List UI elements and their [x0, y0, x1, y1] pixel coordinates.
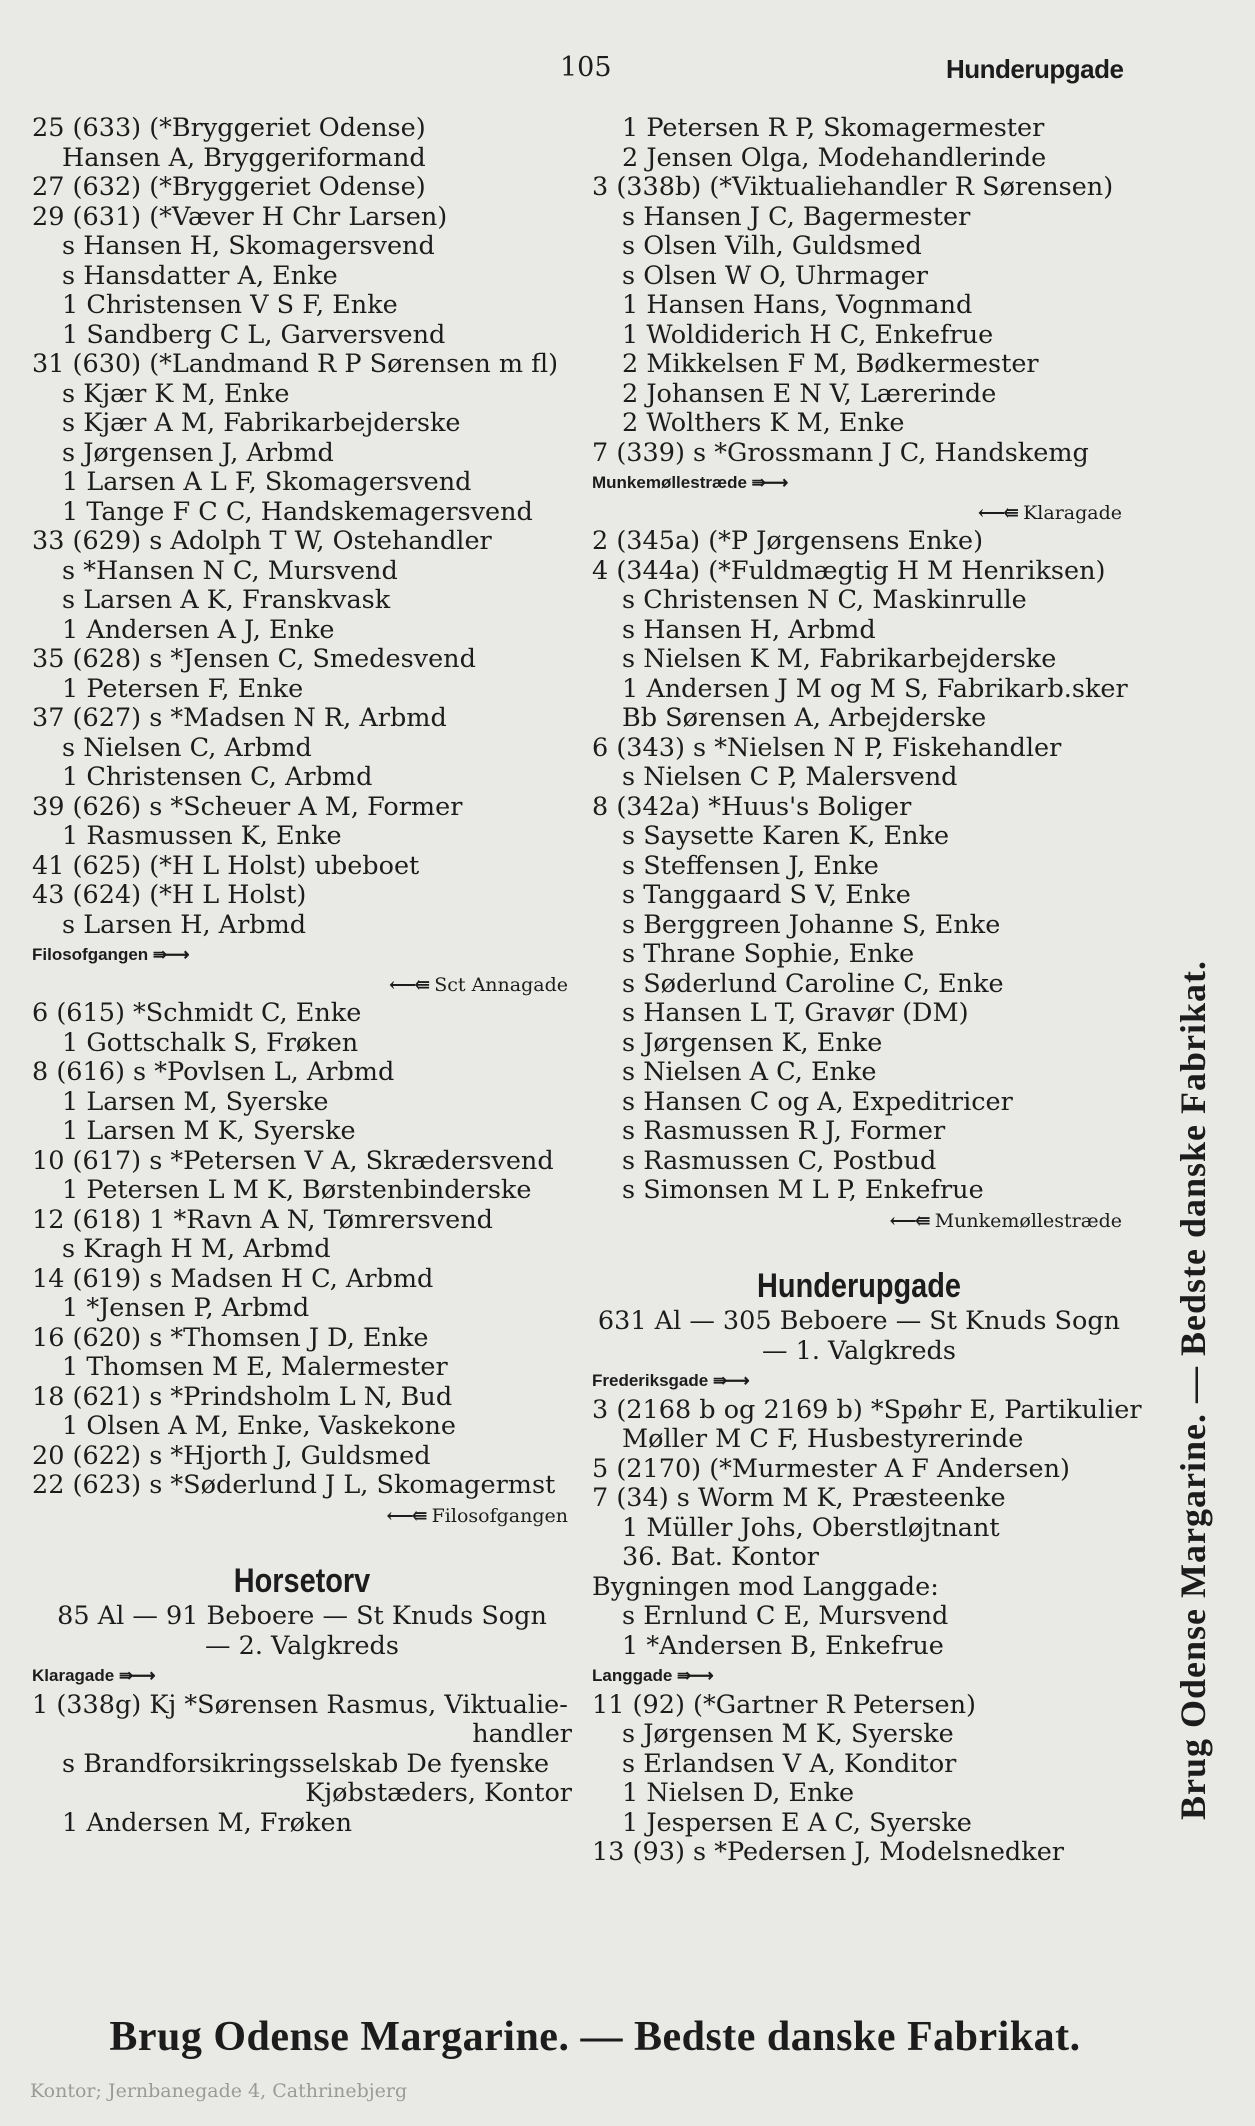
bottom-advertisement: Brug Odense Margarine. — Bedste danske Fabrikat. [109, 2014, 1081, 2060]
address-entry: 5 (2170) (*Murmester A F Andersen) [592, 1453, 1070, 1484]
resident-entry: 1 Tange F C C, Handskemagersvend [62, 496, 533, 527]
resident-entry: s Hansdatter A, Enke [62, 260, 338, 291]
address-entry: 22 (623) s *Søderlund J L, Skomagermst [32, 1470, 556, 1500]
resident-entry: 1 Andersen J M og M S, Fabrikarb.sker [622, 673, 1128, 704]
resident-entry: s Jørgensen M K, Syerske [622, 1719, 954, 1749]
address-entry: 7 (34) s Worm M K, Præsteenke [592, 1483, 1006, 1513]
address-entry: 31 (630) (*Landmand R P Sørensen m fl) [32, 349, 559, 379]
street-statistics: — 1. Valgkreds [762, 1335, 956, 1366]
resident-entry: 36. Bat. Kontor [622, 1542, 819, 1572]
address-entry: Bygningen mod Langgade: [592, 1571, 939, 1602]
resident-entry: s Hansen H, Skomagersvend [62, 231, 435, 261]
resident-entry: 2 Johansen E N V, Lærerinde [622, 378, 997, 409]
resident-entry: 1 Larsen M, Syerske [62, 1086, 329, 1117]
resident-entry: s Hansen C og A, Expeditricer [622, 1086, 1013, 1117]
resident-entry: s Jørgensen J, Arbmd [62, 437, 334, 468]
resident-entry: 1 Andersen M, Frøken [62, 1807, 353, 1838]
address-entry: 7 (339) s *Grossmann J C, Handskemg [592, 437, 1089, 468]
resident-entry: s Steffensen J, Enke [622, 850, 879, 881]
resident-entry: 1 Larsen A L F, Skomagersvend [62, 467, 472, 497]
address-entry: 12 (618) 1 *Ravn A N, Tømrersvend [32, 1204, 494, 1235]
address-entry: 13 (93) s *Pedersen J, Modelsnedker [592, 1837, 1064, 1867]
address-entry: 6 (343) s *Nielsen N P, Fiskehandler [592, 732, 1062, 763]
resident-entry: s Nielsen K M, Fabrikarbejderske [622, 644, 1057, 674]
resident-entry: handler [472, 1719, 572, 1749]
resident-entry: s Simonsen M L P, Enkefrue [622, 1175, 984, 1205]
resident-entry: s Nielsen A C, Enke [622, 1057, 877, 1087]
arrow-right-icon: ⇛⟶ [677, 1666, 712, 1685]
address-entry: 16 (620) s *Thomsen J D, Enke [32, 1322, 429, 1353]
resident-entry: 1 Sandberg C L, Garversvend [62, 319, 446, 350]
resident-entry: s Larsen H, Arbmd [62, 909, 307, 940]
address-entry: 20 (622) s *Hjorth J, Guldsmed [32, 1440, 431, 1471]
resident-entry: 2 Jensen Olga, Modehandlerinde [622, 142, 1047, 173]
arrow-left-icon: ⟵⇚ [386, 1504, 426, 1527]
resident-entry: 1 Woldiderich H C, Enkefrue [622, 319, 994, 350]
arrow-left-icon: ⟵⇚ [977, 501, 1018, 524]
resident-entry: Hansen A, Bryggeriformand [62, 142, 426, 173]
street-direction-from [592, 1661, 1126, 1691]
address-entry: 8 (342a) *Huus's Boliger [592, 791, 912, 822]
resident-entry: s Hansen H, Arbmd [622, 614, 876, 645]
street-direction-to [592, 1206, 1126, 1236]
street-direction-from [592, 468, 1126, 498]
street-name: Munkemøllestræde [934, 1209, 1122, 1232]
resident-entry: 1 *Jensen P, Arbmd [62, 1293, 310, 1323]
resident-entry: 1 Nielsen D, Enke [622, 1778, 855, 1808]
resident-entry: s Nielsen C, Arbmd [62, 732, 312, 763]
address-entry: 8 (616) s *Povlsen L, Arbmd [32, 1057, 395, 1087]
street-direction-to [32, 970, 572, 1000]
address-entry: 1 (338g) Kj *Sørensen Rasmus, Viktualie- [32, 1689, 568, 1720]
resident-entry: s Olsen W O, Uhrmager [622, 260, 928, 291]
resident-entry: 2 Wolthers K M, Enke [622, 408, 905, 438]
street-statistics: 631 Al — 305 Beboere — St Knuds Sogn [597, 1306, 1121, 1336]
address-entry: 18 (621) s *Prindsholm L N, Bud [32, 1381, 453, 1412]
street-direction-to [32, 1501, 572, 1531]
resident-entry: s Berggreen Johanne S, Enke [622, 909, 1001, 940]
address-entry: 3 (338b) (*Viktualiehandler R Sørensen) [592, 172, 1114, 202]
resident-entry: s Nielsen C P, Malersvend [622, 762, 958, 792]
arrow-right-icon: ⇛⟶ [118, 1666, 154, 1685]
resident-entry: s Thrane Sophie, Enke [622, 939, 915, 969]
resident-entry: 1 Christensen C, Arbmd [62, 762, 373, 792]
resident-entry: s Brandforsikringsselskab De fyenske [62, 1748, 550, 1779]
address-entry: 35 (628) s *Jensen C, Smedesvend [32, 644, 476, 674]
street-direction-from [32, 940, 572, 970]
resident-entry: s Søderlund Caroline C, Enke [622, 968, 1004, 999]
street-name: Munkemøllestræde [592, 473, 747, 492]
resident-entry: Møller M C F, Husbestyrerinde [622, 1424, 1024, 1454]
street-name: Klaragade [1023, 501, 1122, 524]
resident-entry: s Tanggaard S V, Enke [622, 880, 911, 910]
resident-entry: 1 Jespersen E A C, Syerske [622, 1807, 972, 1838]
resident-entry: s Saysette Karen K, Enke [622, 821, 950, 851]
resident-entry: 1 Christensen V S F, Enke [62, 290, 398, 320]
street-heading: Horsetorv [233, 1562, 371, 1600]
arrow-right-icon: ⇛⟶ [712, 1371, 748, 1390]
resident-entry: s Kjær A M, Fabrikarbejderske [62, 408, 461, 438]
resident-entry: s Hansen J C, Bagermester [622, 201, 971, 232]
running-head: Hunderupgade [946, 54, 1124, 84]
resident-entry: 1 Hansen Hans, Vognmand [622, 290, 973, 320]
street-statistics: — 2. Valgkreds [205, 1630, 399, 1661]
resident-entry: s Ernlund C E, Mursvend [622, 1601, 949, 1631]
resident-entry: s Erlandsen V A, Konditor [622, 1748, 957, 1779]
resident-entry: 1 Gottschalk S, Frøken [62, 1027, 359, 1058]
address-entry: 41 (625) (*H L Holst) ubeboet [32, 850, 420, 881]
vertical-advertisement: Brug Odense Margarine. — Bedste danske Fabrikat. [1173, 959, 1213, 1820]
arrow-left-icon: ⟵⇚ [889, 1209, 929, 1232]
section-gap [32, 1530, 572, 1548]
street-name: Filosofgangen [431, 1504, 568, 1527]
resident-entry: s Rasmussen R J, Former [622, 1116, 946, 1146]
street-direction-from [32, 1661, 572, 1691]
resident-entry: s Larsen A K, Franskvask [62, 585, 391, 615]
address-entry: 39 (626) s *Scheuer A M, Former [32, 791, 463, 822]
street-direction-to [592, 498, 1126, 528]
resident-entry: 1 Andersen A J, Enke [62, 614, 335, 645]
address-entry: 33 (629) s Adolph T W, Ostehandler [32, 526, 492, 556]
resident-entry: s Rasmussen C, Postbud [622, 1145, 937, 1176]
page-number: 105 [560, 52, 612, 83]
street-heading: Hunderupgade [757, 1267, 961, 1305]
street-direction-from [592, 1366, 1126, 1396]
resident-entry: s Christensen N C, Maskinrulle [622, 585, 1027, 615]
resident-entry: s Kragh H M, Arbmd [62, 1234, 331, 1264]
left-column [32, 114, 572, 1838]
street-name: Sct Annagade [434, 973, 568, 996]
resident-entry: s *Hansen N C, Mursvend [62, 555, 398, 586]
resident-entry: 1 Larsen M K, Syerske [62, 1116, 356, 1146]
right-column [592, 113, 1142, 1868]
address-entry: 29 (631) (*Væver H Chr Larsen) [32, 201, 448, 232]
resident-entry: Bb Sørensen A, Arbejderske [622, 703, 987, 733]
address-entry: 11 (92) (*Gartner R Petersen) [592, 1689, 977, 1720]
resident-entry: 1 Rasmussen K, Enke [62, 821, 342, 851]
address-entry: 43 (624) (*H L Holst) [32, 880, 307, 910]
resident-entry: 1 Petersen F, Enke [62, 673, 304, 704]
resident-entry: 1 Müller Johs, Oberstløjtnant [622, 1512, 1000, 1543]
street-name: Filosofgangen [32, 945, 149, 964]
resident-entry: 1 *Andersen B, Enkefrue [622, 1630, 944, 1661]
address-entry: 2 (345a) (*P Jørgensens Enke) [592, 526, 984, 556]
address-entry: 10 (617) s *Petersen V A, Skrædersvend [32, 1145, 554, 1176]
address-entry: 4 (344a) (*Fuldmægtig H M Henriksen) [592, 555, 1106, 586]
street-name: Klaragade [32, 1666, 115, 1685]
section-gap [592, 1235, 1126, 1253]
resident-entry: s Hansen L T, Gravør (DM) [622, 998, 969, 1028]
arrow-right-icon: ⇛⟶ [751, 473, 787, 492]
arrow-left-icon: ⟵⇚ [389, 973, 429, 996]
resident-entry: Kjøbstæders, Kontor [305, 1778, 572, 1808]
street-name: Frederiksgade [592, 1371, 709, 1390]
bottom-ghost-text: Kontor; Jernbanegade 4, Cathrinebjerg [30, 2080, 408, 2102]
address-entry: 27 (632) (*Bryggeriet Odense) [32, 172, 426, 202]
resident-entry: s Olsen Vilh, Guldsmed [622, 231, 922, 261]
street-name: Langgade [592, 1666, 673, 1685]
resident-entry: s Jørgensen K, Enke [622, 1027, 883, 1058]
resident-entry: 1 Petersen L M K, Børstenbinderske [62, 1175, 532, 1205]
arrow-right-icon: ⇛⟶ [152, 945, 188, 964]
address-entry: 25 (633) (*Bryggeriet Odense) [32, 113, 426, 143]
resident-entry: 2 Mikkelsen F M, Bødkermester [622, 349, 1039, 379]
street-statistics: 85 Al — 91 Beboere — St Knuds Sogn [57, 1601, 547, 1631]
address-entry: 14 (619) s Madsen H C, Arbmd [32, 1263, 434, 1294]
resident-entry: s Kjær K M, Enke [62, 378, 290, 409]
address-entry: 3 (2168 b og 2169 b) *Spøhr E, Partikulier [592, 1394, 1142, 1425]
resident-entry: 1 Olsen A M, Enke, Vaskekone [62, 1411, 456, 1441]
address-entry: 6 (615) *Schmidt C, Enke [32, 998, 362, 1028]
resident-entry: 1 Petersen R P, Skomagermester [622, 113, 1045, 143]
address-entry: 37 (627) s *Madsen N R, Arbmd [32, 703, 447, 733]
resident-entry: 1 Thomsen M E, Malermester [62, 1352, 448, 1382]
